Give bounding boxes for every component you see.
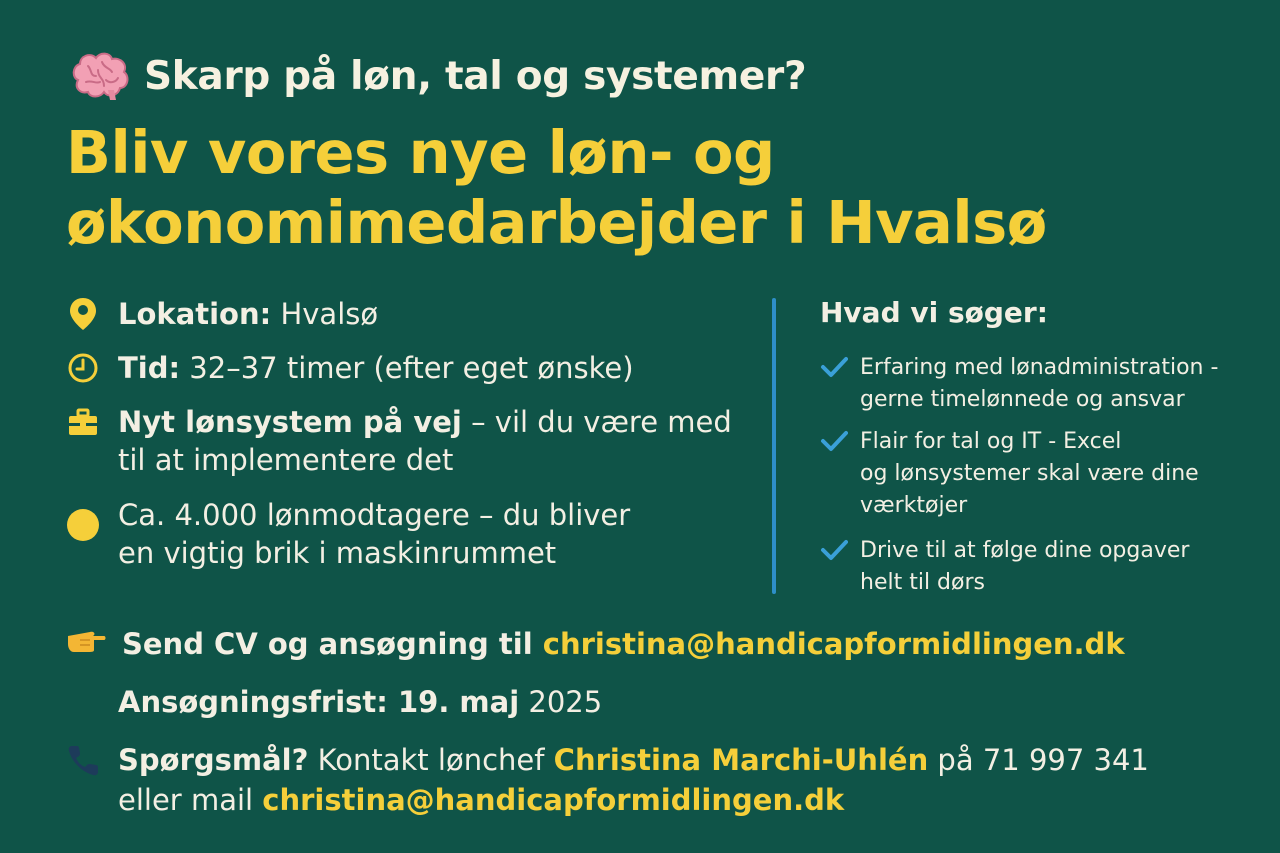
location-label: Lokation: — [118, 297, 272, 331]
info-location — [66, 295, 378, 333]
email-link[interactable]: christina@handicapformidlingen.dk — [542, 627, 1125, 661]
contact-name: Christina Marchi-Uhlén — [553, 743, 929, 777]
column-divider — [772, 298, 776, 594]
clock-icon — [66, 349, 100, 387]
mail-prefix: eller mail — [118, 783, 263, 817]
brain-icon — [68, 50, 132, 102]
info-system — [66, 403, 732, 479]
system-rest-2: til at implementere det — [118, 443, 454, 477]
employees-line-2: en vigtig brik i maskinrummet — [118, 536, 557, 570]
tagline — [68, 50, 806, 102]
phone-icon — [66, 740, 102, 788]
questions-text: Kontakt lønchef — [308, 743, 554, 777]
info-employees — [66, 496, 630, 572]
questions-label: Spørgsmål? — [118, 743, 309, 777]
seeking-item — [820, 535, 1189, 599]
seeking-item — [820, 352, 1218, 416]
send-cv-label: Send CV og ansøgning til — [122, 627, 543, 661]
phone-text: på 71 997 341 — [928, 743, 1149, 777]
headline-line-2: økonomimedarbejder i Hvalsø — [66, 188, 1047, 257]
location-value: Hvalsø — [271, 297, 379, 331]
seeking-item — [820, 426, 1199, 522]
employees-line-1: Ca. 4.000 lønmodtagere – du bliver — [118, 498, 631, 532]
time-label: Tid: — [118, 351, 181, 385]
headline-line-1: Bliv vores nye løn- og — [66, 118, 775, 187]
seeking-item-2-line-2: og lønsystemer skal være dine — [860, 461, 1199, 486]
system-bold: Nyt lønsystem på vej — [118, 405, 462, 439]
yellow-dot-icon — [66, 496, 100, 554]
checkmark-icon — [820, 352, 850, 416]
deadline-label: Ansøgningsfrist: 19. maj — [118, 685, 520, 719]
send-cv-row — [66, 624, 1125, 664]
location-pin-icon — [66, 295, 100, 333]
pointing-hand-icon — [66, 624, 106, 664]
deadline-year: 2025 — [519, 685, 603, 719]
briefcase-icon — [66, 403, 100, 441]
seeking-item-1-line-2: gerne timelønnede og ansvar — [860, 387, 1185, 412]
seeking-item-2-line-3: værktøjer — [860, 493, 968, 518]
questions-row — [66, 740, 1149, 820]
deadline-row — [118, 682, 602, 722]
checkmark-icon — [820, 535, 850, 599]
system-rest-1: – vil du være med — [461, 405, 732, 439]
seeking-item-2-line-1: Flair for tal og IT - Excel — [860, 429, 1122, 454]
time-value: 32–37 timer (efter eget ønske) — [180, 351, 634, 385]
seeking-item-3-line-2: helt til dørs — [860, 570, 985, 595]
seeking-item-3-line-1: Drive til at følge dine opgaver — [860, 538, 1190, 563]
info-time — [66, 349, 634, 387]
checkmark-icon — [820, 426, 850, 522]
contact-email-link[interactable]: christina@handicapformidlingen.dk — [262, 783, 845, 817]
page-title — [66, 118, 1047, 258]
tagline-text: Skarp på løn, tal og systemer? — [144, 53, 807, 99]
seeking-item-1-line-1: Erfaring med lønadministration - — [860, 355, 1219, 380]
seeking-title: Hvad vi søger: — [820, 296, 1048, 329]
